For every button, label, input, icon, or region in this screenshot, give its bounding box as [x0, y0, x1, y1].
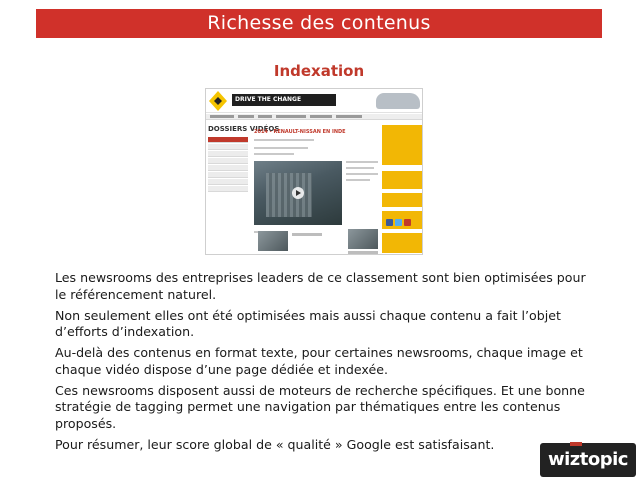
slide-title: Richesse des contenus [36, 9, 602, 38]
screenshot-video-player [254, 161, 342, 225]
screenshot-text-line [292, 233, 322, 236]
slide-subtitle: Indexation [273, 62, 365, 80]
screenshot-text-line [254, 139, 314, 141]
wiztopic-logo: wiztopic [540, 443, 636, 477]
screenshot-banner: DRIVE THE CHANGE [232, 94, 336, 106]
facebook-icon [386, 219, 393, 226]
screenshot-sidebar-item [208, 165, 248, 171]
screenshot-sidebar-item [208, 172, 248, 178]
screenshot-text-line [346, 167, 374, 169]
screenshot-text-line [346, 179, 370, 181]
screenshot-sidebar-item [208, 151, 248, 157]
screenshot-sites-box [382, 233, 422, 253]
body-paragraph: Pour résumer, leur score global de « qualité » Google est satisfaisant. [55, 436, 495, 452]
screenshot-thumbnail [258, 231, 288, 251]
screenshot-sidebar-item [208, 179, 248, 185]
screenshot-sidebar-item [208, 186, 248, 192]
screenshot-sidebar-item [208, 158, 248, 164]
screenshot-signup-box [382, 171, 422, 189]
screenshot-thumbnail [348, 229, 378, 249]
screenshot-header [206, 89, 423, 113]
screenshot-text-line [254, 147, 308, 149]
screenshot-login-box [382, 125, 422, 165]
screenshot-nav [206, 114, 423, 120]
play-icon [292, 187, 304, 199]
twitter-icon [395, 219, 402, 226]
slide-body [55, 270, 600, 458]
newsroom-screenshot [205, 88, 423, 255]
screenshot-text-line [346, 161, 378, 163]
car-image-icon [376, 93, 420, 109]
screenshot-alerts-box [382, 193, 422, 207]
youtube-icon [404, 219, 411, 226]
screenshot-article-title: 2014 - RENAULT-NISSAN EN INDE [254, 129, 346, 135]
screenshot-text-line [254, 153, 294, 155]
body-paragraph: Les newsrooms des entreprises leaders de ce classement sont bien optimisées pour le référencement naturel. [55, 270, 586, 302]
logo-accent-icon [570, 442, 582, 446]
screenshot-text-line [346, 173, 378, 175]
body-paragraph: Au-delà des contenus en format texte, pour certaines newsrooms, chaque image et chaque vidéo dispose d’une page dédiée et indexée. [55, 345, 583, 377]
screenshot-text-line [348, 251, 378, 254]
screenshot-section-title: DOSSIERS VIDÉOS [208, 125, 280, 133]
body-paragraph: Non seulement elles ont été optimisées mais aussi chaque contenu a fait l’objet d’efforts d’indexation. [55, 307, 561, 339]
screenshot-sidebar-item [208, 137, 248, 143]
screenshot-sidebar-item [208, 144, 248, 150]
body-paragraph: Ces newsrooms disposent aussi de moteurs de recherche spécifiques. Et une bonne stratégie de tagging permet une navigation par thématiques entre les contenus proposés. [55, 382, 585, 431]
renault-logo-icon [209, 91, 227, 111]
